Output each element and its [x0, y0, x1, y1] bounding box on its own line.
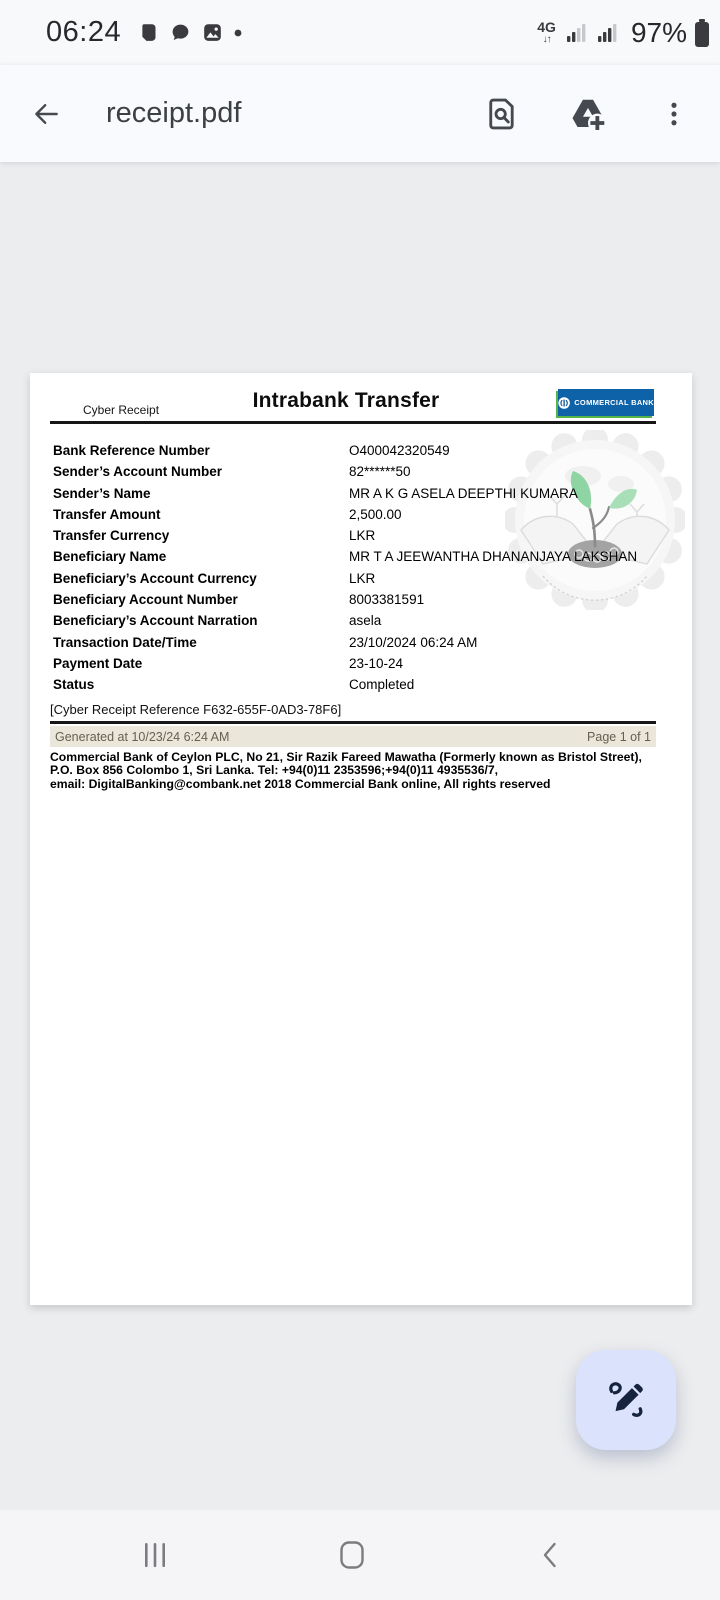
field-row	[30, 589, 692, 610]
receipt-fields	[30, 440, 692, 696]
generated-bar	[50, 726, 656, 747]
field-row	[30, 674, 692, 695]
bank-address-line: Commercial Bank of Ceylon PLC, No 21, Sir Razik Fareed Mawatha (Formerly known as Bristol Street),	[50, 750, 642, 764]
cyber-receipt-label: Cyber Receipt	[83, 403, 160, 417]
field-row	[30, 653, 692, 674]
field-row	[30, 440, 692, 461]
home-icon	[339, 1540, 365, 1570]
document-title: receipt.pdf	[106, 97, 242, 129]
home-button[interactable]	[322, 1510, 382, 1600]
field-row	[30, 525, 692, 546]
field-value: 23-10-24	[349, 655, 404, 671]
pdf-page	[30, 373, 692, 1305]
signal-strength-icon-sim1	[565, 21, 589, 45]
back-button[interactable]	[26, 94, 66, 134]
field-value: 82******50	[349, 464, 411, 480]
notification-icons	[138, 22, 242, 43]
field-label: Transfer Amount	[53, 506, 161, 522]
field-value: LKR	[349, 570, 376, 586]
add-to-drive-button[interactable]	[568, 94, 608, 134]
field-row	[30, 568, 692, 589]
find-in-document-icon	[484, 96, 520, 132]
field-row	[30, 483, 692, 504]
field-value: 2,500.00	[349, 506, 402, 522]
recents-icon	[140, 1541, 170, 1569]
field-label: Payment Date	[53, 655, 143, 671]
more-options-button[interactable]	[654, 94, 694, 134]
more-notifications-dot-icon	[234, 29, 242, 37]
field-label: Beneficiary Account Number	[53, 592, 238, 608]
field-value: LKR	[349, 528, 376, 544]
bank-logo-text: COMMERCIAL BANK	[574, 398, 654, 407]
overflow-menu-icon	[660, 99, 688, 129]
chat-notification-icon	[170, 22, 191, 43]
field-row	[30, 461, 692, 482]
field-label: Beneficiary Name	[53, 549, 167, 565]
field-row	[30, 546, 692, 567]
page-indicator: Page 1 of 1	[587, 729, 651, 744]
field-value: O400042320549	[349, 443, 450, 458]
field-row	[30, 610, 692, 631]
field-label: Sender’s Account Number	[53, 464, 223, 480]
receipt-title: Intrabank Transfer	[252, 389, 440, 412]
bank-address-line: email: DigitalBanking@combank.net 2018 Commercial Bank online, All rights reserved	[50, 776, 551, 791]
footer-divider	[50, 721, 656, 724]
pen-annotate-icon	[603, 1377, 649, 1423]
field-label: Status	[53, 677, 95, 693]
recents-button[interactable]	[125, 1510, 185, 1600]
header-divider	[50, 421, 656, 424]
find-in-document-button[interactable]	[482, 94, 522, 134]
bank-address-line: P.O. Box 856 Colombo 1, Sri Lanka. Tel: +94(0)11 2353596;+94(0)11 4935536/7,	[50, 763, 499, 778]
back-arrow-icon	[30, 98, 62, 130]
field-value: Completed	[349, 677, 415, 693]
field-label: Beneficiary’s Account Narration	[53, 613, 258, 629]
signal-strength-icon-sim2	[596, 21, 620, 45]
android-navigation-bar	[0, 1510, 720, 1600]
status-indicators	[537, 17, 710, 49]
field-label: Sender’s Name	[53, 485, 151, 501]
field-label: Transaction Date/Time	[53, 634, 197, 650]
back-chevron-icon	[538, 1541, 562, 1569]
field-value: 23/10/2024 06:24 AM	[349, 634, 478, 650]
gallery-notification-icon	[202, 22, 223, 43]
cyber-receipt-reference: [Cyber Receipt Reference F632-655F-0AD3-78F6]	[50, 702, 342, 717]
field-value: MR T A JEEWANTHA DHANANJAYA LAKSHAN	[349, 549, 638, 565]
field-value: 8003381591	[349, 592, 425, 608]
clock: 06:24	[46, 16, 122, 48]
navigation-back-button[interactable]	[520, 1510, 580, 1600]
note-notification-icon	[138, 22, 159, 43]
pdf-viewer-canvas[interactable]	[0, 162, 720, 1510]
field-value: MR A K G ASELA DEEPTHI KUMARA	[349, 485, 578, 501]
battery-percent: 97%	[630, 16, 687, 48]
status-bar	[0, 0, 720, 65]
bank-address-block	[50, 751, 642, 791]
commercial-bank-logo	[558, 389, 654, 416]
annotate-fab-button[interactable]	[576, 1350, 676, 1450]
field-row	[30, 632, 692, 653]
field-row	[30, 504, 692, 525]
field-value: asela	[349, 613, 382, 629]
field-label: Transfer Currency	[53, 528, 170, 544]
bank-logo-mark-icon	[558, 395, 570, 411]
field-label: Beneficiary’s Account Currency	[53, 570, 257, 586]
field-label: Bank Reference Number	[53, 443, 210, 458]
generated-at-text: Generated at 10/23/24 6:24 AM	[55, 729, 230, 744]
app-toolbar	[0, 65, 720, 162]
network-type-icon: 4G ↓↑	[537, 19, 556, 45]
google-drive-add-icon	[569, 95, 607, 133]
battery-icon	[694, 18, 710, 48]
